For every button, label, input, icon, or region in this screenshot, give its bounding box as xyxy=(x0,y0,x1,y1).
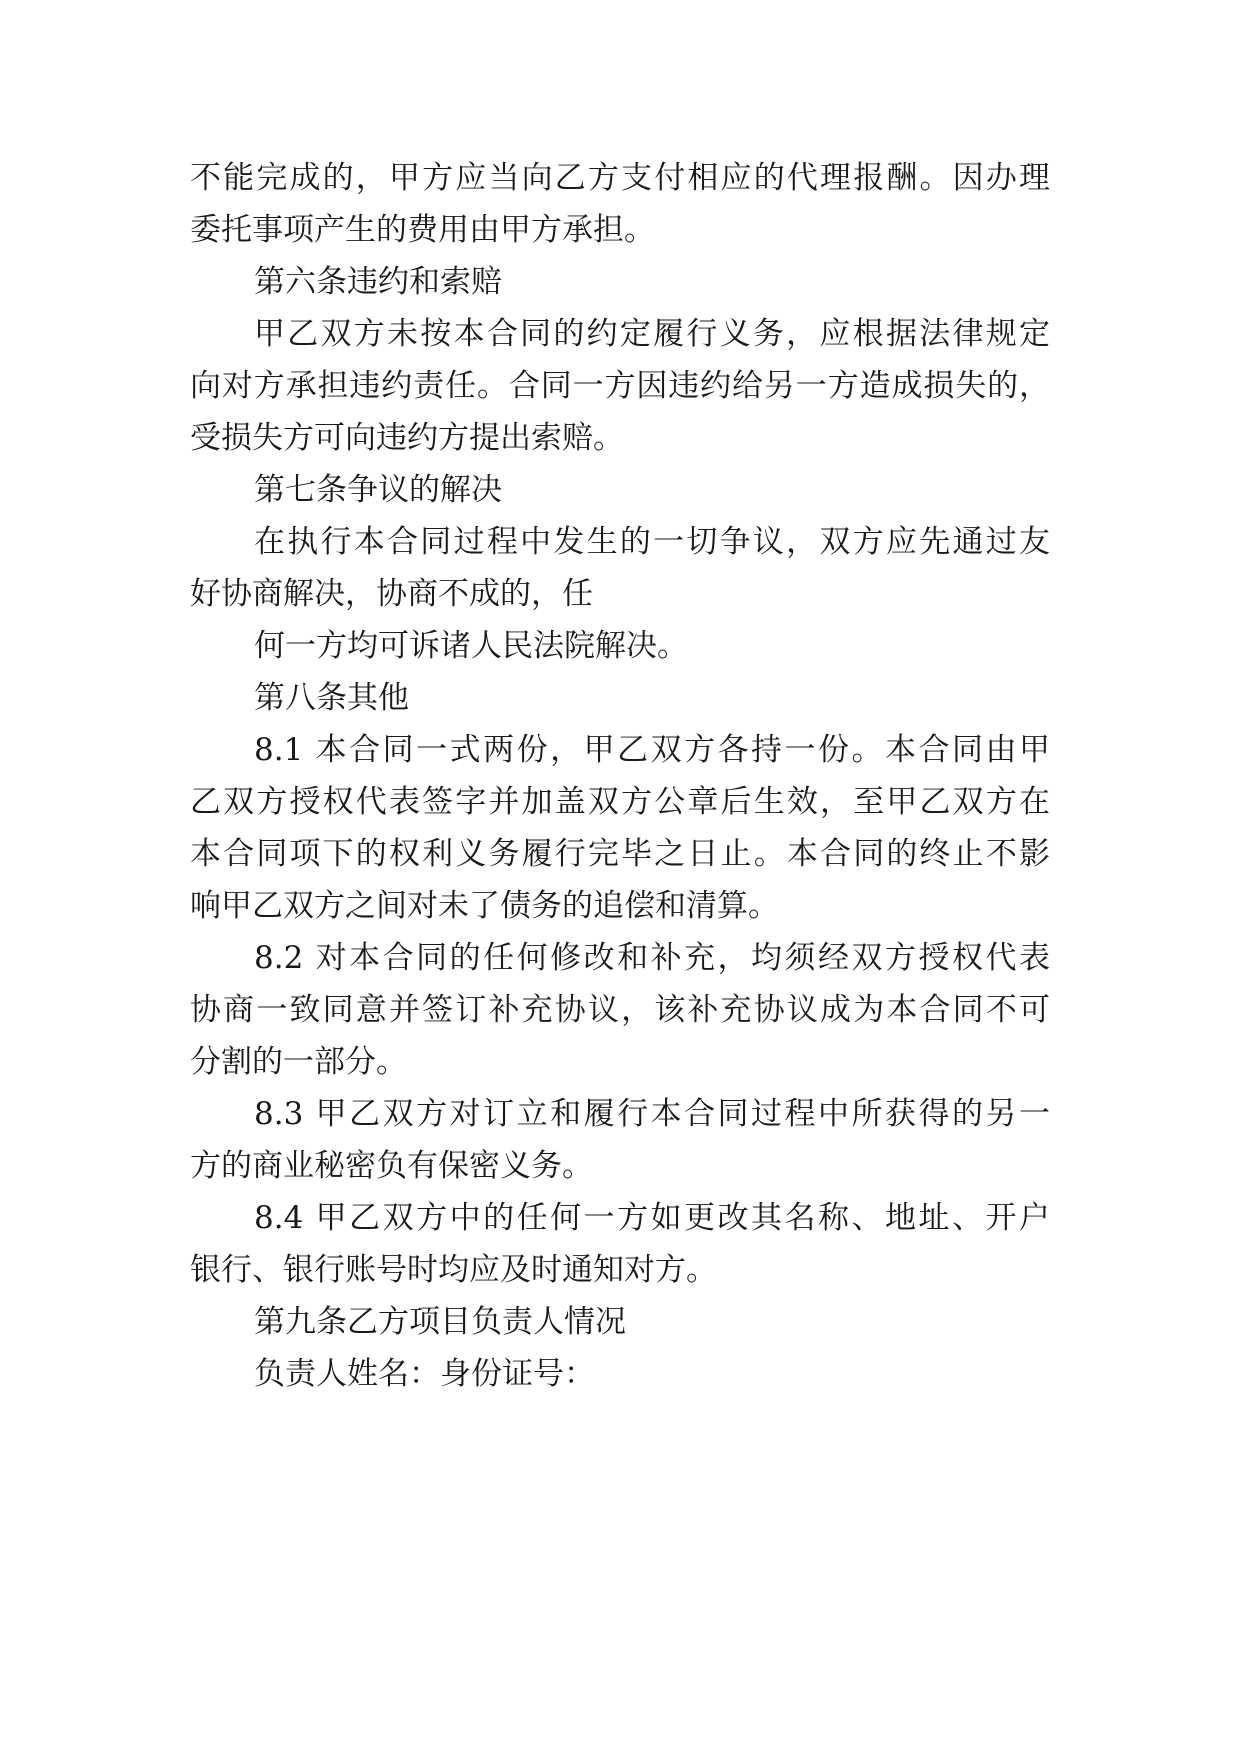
text-line: 分割的一部分。 xyxy=(190,1044,407,1080)
text-line: 负责人姓名：身份证号： xyxy=(254,1356,595,1392)
text-line: 何一方均可诉诸人民法院解决。 xyxy=(254,628,688,664)
text-line: 不能完成的，甲方应当向乙方支付相应的代理报酬。因办理 xyxy=(190,160,1050,196)
text-line: 8.4 甲乙双方中的任何一方如更改其名称、地址、开户 xyxy=(254,1200,1050,1236)
section-heading: 第九条乙方项目负责人情况 xyxy=(254,1304,626,1340)
text-line: 受损失方可向违约方提出索赔。 xyxy=(190,420,624,456)
text-line: 向对方承担违约责任。合同一方因违约给另一方造成损失的， xyxy=(190,368,1050,404)
text-line: 在执行本合同过程中发生的一切争议，双方应先通过友 xyxy=(254,524,1050,560)
section-heading: 第七条争议的解决 xyxy=(254,472,502,508)
text-line: 银行、银行账号时均应及时通知对方。 xyxy=(190,1252,717,1288)
section-heading: 第八条其他 xyxy=(254,680,409,716)
text-line: 方的商业秘密负有保密义务。 xyxy=(190,1148,593,1184)
text-line: 委托事项产生的费用由甲方承担。 xyxy=(190,212,655,248)
text-line: 8.2 对本合同的任何修改和补充，均须经双方授权代表 xyxy=(254,940,1050,976)
text-line: 8.1 本合同一式两份，甲乙双方各持一份。本合同由甲 xyxy=(254,732,1050,768)
text-line: 协商一致同意并签订补充协议，该补充协议成为本合同不可 xyxy=(190,992,1050,1028)
text-line: 响甲乙双方之间对未了债务的追偿和清算。 xyxy=(190,888,779,924)
text-line: 甲乙双方未按本合同的约定履行义务，应根据法律规定 xyxy=(254,316,1050,352)
text-line: 本合同项下的权利义务履行完毕之日止。本合同的终止不影 xyxy=(190,836,1050,872)
text-line: 乙双方授权代表签字并加盖双方公章后生效，至甲乙双方在 xyxy=(190,784,1050,820)
text-line: 好协商解决，协商不成的，任 xyxy=(190,576,593,612)
text-line: 8.3 甲乙双方对订立和履行本合同过程中所获得的另一 xyxy=(254,1096,1050,1132)
section-heading: 第六条违约和索赔 xyxy=(254,264,502,300)
